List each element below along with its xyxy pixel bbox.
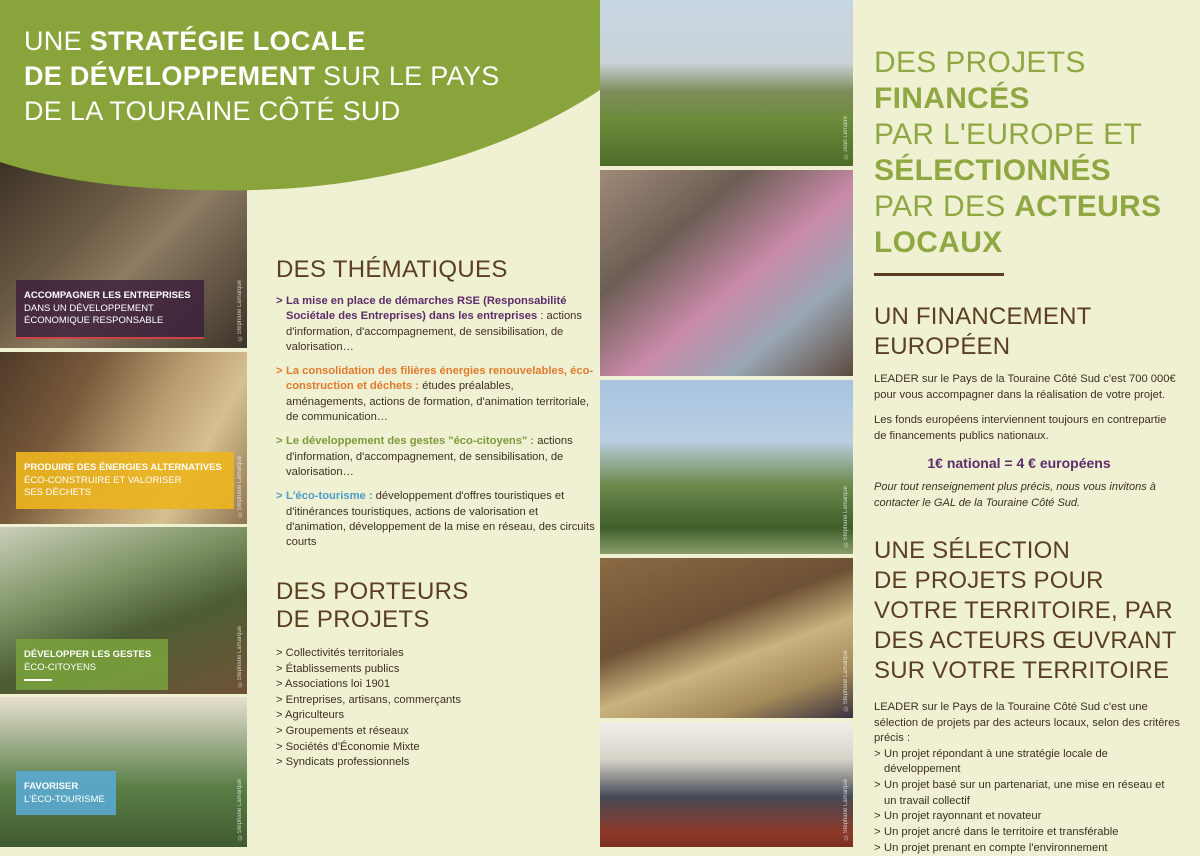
- thematiques-section: [276, 256, 596, 559]
- financement-title: UN FINANCEMENT EUROPÉEN: [874, 302, 1180, 362]
- divider: [874, 273, 1004, 276]
- thematiques-title: DES THÉMATIQUES: [276, 256, 596, 284]
- photo-credit: ©Stéphane Lamarque: [843, 486, 849, 546]
- list-item: > Un projet prenant en compte l'environnement: [874, 841, 1180, 856]
- label-energies: PRODUIRE DES ÉNERGIES ALTERNATIVES ÉCO-CONSTRUIRE ET VALORISER SES DÉCHETS: [16, 452, 234, 509]
- label-entreprises: ACCOMPAGNER LES ENTREPRISES DANS UN DÉVELOPPEMENT ÉCONOMIQUE RESPONSABLE: [16, 280, 204, 339]
- photo-panel-gestes: [0, 527, 247, 694]
- photo-panel-energies: [0, 352, 247, 524]
- list-item: > La consolidation des filières énergies renouvelables, éco-construction et déchets : études préalables, aménagements, actions de formation, d'animation territoriale, de communication…: [276, 364, 596, 425]
- list-item: > Associations loi 1901: [276, 677, 596, 693]
- page-title: UNE STRATÉGIE LOCALE DE DÉVELOPPEMENT SUR LE PAYS DE LA TOURAINE CÔTÉ SUD: [24, 24, 584, 129]
- selection-intro: LEADER sur le Pays de la Touraine Côté Sud c'est une sélection de projets par des acteurs locaux, selon des critères précis :: [874, 700, 1180, 747]
- selection-title: UNE SÉLECTION DE PROJETS POUR VOTRE TERRITOIRE, PAR DES ACTEURS ŒUVRANT SUR VOTRE TERRITOIRE: [874, 536, 1180, 686]
- thematiques-list: [276, 294, 596, 550]
- list-item: > Un projet répondant à une stratégie locale de développement: [874, 747, 1180, 778]
- selection-list: [874, 747, 1180, 856]
- list-item: > Un projet rayonnant et novateur: [874, 809, 1180, 825]
- right-title-block: [874, 45, 1180, 276]
- photo-credit: ©Stéphane Lamarque: [843, 650, 849, 710]
- photo-group-meeting: [600, 722, 853, 847]
- photo-credit: ©Jean Lemaire: [843, 116, 849, 158]
- header-band: [0, 0, 700, 200]
- list-item: > Un projet basé sur un partenariat, une mise en réseau et un travail collectif: [874, 778, 1180, 809]
- list-item: > Établissements publics: [276, 662, 596, 678]
- photo-straw-workshop: [600, 558, 853, 718]
- photo-panel-tourisme: [0, 697, 247, 847]
- list-item: > L'éco-tourisme : développement d'offres touristiques et d'itinérances touristiques, actions de valorisation et d'animation, développement de la mise en réseau, des circuits courts: [276, 489, 596, 550]
- list-item: > Collectivités territoriales: [276, 646, 596, 662]
- financement-formula: 1€ national = 4 € européens: [874, 455, 1164, 471]
- label-tourisme: FAVORISER L'ÉCO-TOURISME: [16, 771, 116, 815]
- photo-credit: ©Stéphane Lamarque: [237, 779, 243, 839]
- list-item: > Le développement des gestes "éco-citoyens" : actions d'information, d'accompagnement, de sensibilisation, de valorisation…: [276, 434, 596, 480]
- photo-credit: ©Stéphane Lamarque: [843, 779, 849, 839]
- photo-children-workshop: [600, 170, 853, 376]
- financement-note: Pour tout renseignement plus précis, nous vous invitons à contacter le GAL de la Touraine Côté Sud.: [874, 480, 1180, 511]
- list-item: > Entreprises, artisans, commerçants: [276, 693, 596, 709]
- right-title: DES PROJETS FINANCÉS PAR L'EUROPE ET SÉLECTIONNÉS PAR DES ACTEURS LOCAUX: [874, 45, 1180, 261]
- porteurs-title: DES PORTEURS DE PROJETS: [276, 578, 596, 634]
- porteurs-section: [276, 578, 596, 771]
- photo-credit: ©Stéphane Lamarque: [237, 626, 243, 686]
- list-item: > Syndicats professionnels: [276, 755, 596, 771]
- list-item: > Groupements et réseaux: [276, 724, 596, 740]
- list-item: > Un projet ancré dans le territoire et transférable: [874, 825, 1180, 841]
- financement-paragraph: LEADER sur le Pays de la Touraine Côté Sud c'est 700 000€ pour vous accompagner dans la réalisation de votre projet.: [874, 372, 1180, 403]
- porteurs-list: [276, 646, 596, 771]
- photo-credit: ©Stéphane Lamarque: [237, 280, 243, 340]
- list-item: > Sociétés d'Économie Mixte: [276, 740, 596, 756]
- financement-paragraph: Les fonds européens interviennent toujours en contrepartie de financements publics nationaux.: [874, 413, 1180, 444]
- photo-credit: ©Stéphane Lamarque: [237, 456, 243, 516]
- photo-golf: [600, 0, 853, 166]
- list-item: > La mise en place de démarches RSE (Responsabilité Sociétale des Entreprises) dans les entreprises : actions d'information, d'accompagnement, de sensibilisation, de valorisation…: [276, 294, 596, 355]
- list-item: > Agriculteurs: [276, 708, 596, 724]
- label-gestes: DÉVELOPPER LES GESTES ÉCO-CITOYENS: [16, 639, 168, 690]
- financement-section: [874, 302, 1180, 511]
- label-underline: [24, 679, 52, 681]
- photo-segway-chateau: [600, 380, 853, 554]
- selection-section: [874, 536, 1180, 856]
